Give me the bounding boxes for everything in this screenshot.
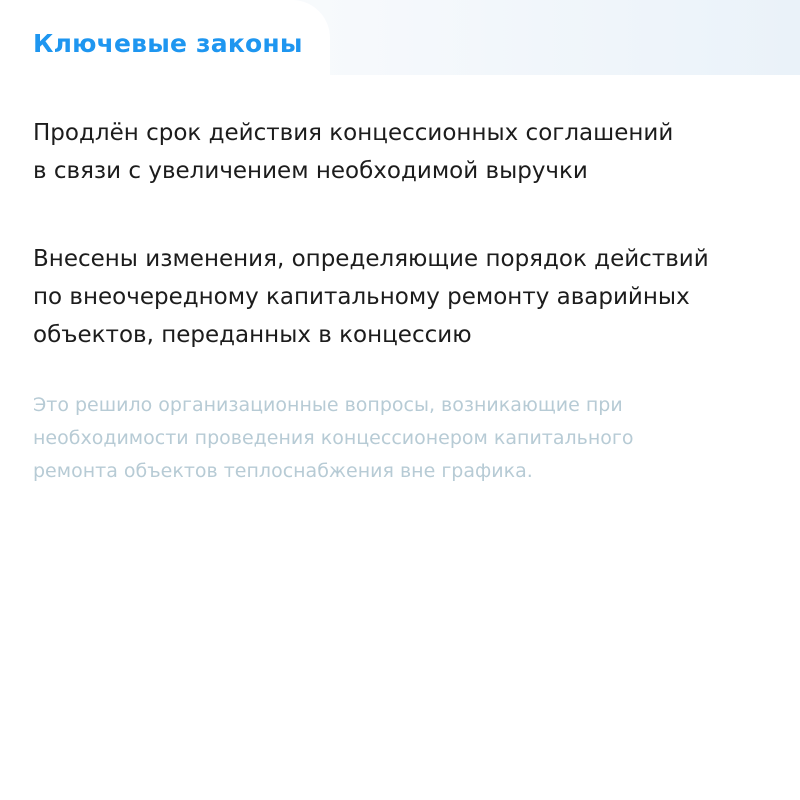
text-line: Продлён срок действия концессионных соглашений [33, 120, 674, 146]
text-line: по внеочередному капитальному ремонту аварийных [33, 284, 690, 310]
text-line: в связи с увеличением необходимой выручки [33, 158, 588, 184]
page-title: Ключевые законы [33, 29, 303, 58]
paragraph-repair-changes [33, 240, 753, 354]
paragraph-concession-term [33, 114, 753, 190]
note-line: необходимости проведения концессионером капитального [33, 427, 634, 449]
note-line: Это решило организационные вопросы, возникающие при [33, 394, 623, 416]
note-text [33, 389, 753, 488]
note-line: ремонта объектов теплоснабжения вне графика. [33, 460, 533, 482]
text-line: Внесены изменения, определяющие порядок действий [33, 246, 709, 272]
text-line: объектов, переданных в концессию [33, 322, 472, 348]
